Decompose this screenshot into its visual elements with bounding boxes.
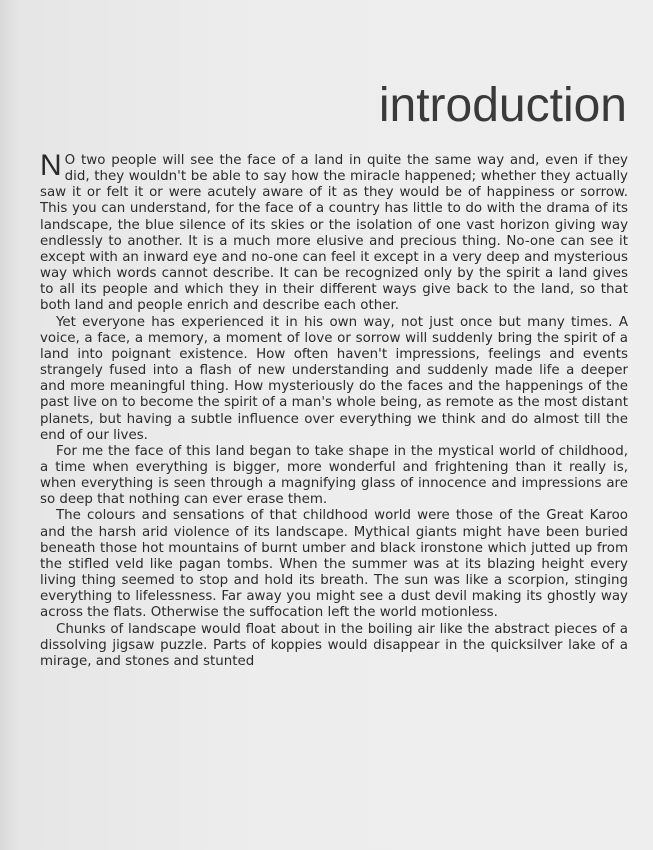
drop-cap: N (40, 149, 62, 182)
paragraph-3: For me the face of this land began to take shape in the mystical world of childhood, a time when everything is bigger, more wonderful and frightening than it really is, when everything is seen through a magnifying glass of innocence and impressions are so deep that nothing can ever erase them. (40, 443, 628, 508)
paragraph-4: The colours and sensations of that childhood world were those of the Great Karoo and the harsh arid violence of its landscape. Mythical giants might have been buried beneath those hot mountains of burnt umber and black ironstone which jutted up from the stifled veld like pagan tombs. When the summer was at its blazing height every living thing seemed to stop and hold its breath. The sun was like a scorpion, stinging everything to lifelessness. Far away you might see a dust devil making its ghostly way across the flats. Otherwise the suffocation left the world motionless. (40, 508, 628, 621)
paragraph-2: Yet everyone has experienced it in his own way, not just once but many times. A voice, a face, a memory, a moment of love or sorrow will suddenly bring the spirit of a land into poignant existence. How often haven't impressions, feelings and events strangely fused into a flash of new understanding and suddenly made life a deeper and more meaningful thing. How mysteriously do the faces and the happenings of the past live on to become the spirit of a man's whole being, as remote as the most distant planets, but having a subtle influence over everything we think and do almost till the end of our lives. (40, 314, 628, 443)
paragraph-1-text: O two people will see the face of a land in quite the same way and, even if they did, they wouldn't be able to say how the miracle happened; whether they actually saw it or felt it or were acutely aware of it as they would be of happiness or sorrow. This you can understand, for the face of a country has little to do with the drama of its landscape, the blue silence of its skies or the isolation of one vast horizon giving way endlessly to another. It is a much more elusive and precious thing. No-one can see it except with an inward eye and no-one can feel it except in a very deep and mysterious way which words cannot describe. It can be recognized only by the spirit a land gives to all its people and which they in their different ways give back to the land, so that both land and people enrich and describe each other. (40, 153, 628, 314)
paragraph-1 (40, 149, 628, 315)
paragraph-5: Chunks of landscape would float about in the boiling air like the abstract pieces of a dissolving jigsaw puzzle. Parts of koppies would disappear in the quicksilver lake of a mirage, and stones and stunted (40, 621, 628, 669)
page-title: introduction (378, 79, 627, 132)
body-text (40, 149, 628, 670)
